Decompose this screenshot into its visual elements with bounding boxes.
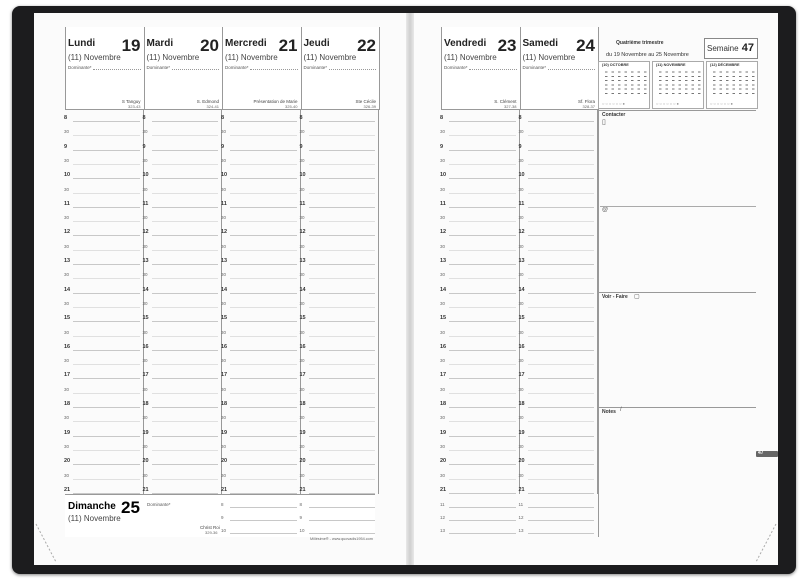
half-hour-mark: 30 <box>299 329 305 335</box>
hour-label: 15 <box>142 315 149 322</box>
day-month: (11) Novembre <box>146 53 200 62</box>
hour-label: 21 <box>440 486 447 493</box>
half-hour-mark: 30 <box>299 272 305 278</box>
half-hour-mark: 30 <box>221 300 227 306</box>
half-hour-mark: 30 <box>440 300 446 306</box>
sunday-hour-label: 8 <box>299 502 303 507</box>
hour-label: 16 <box>440 343 447 350</box>
half-hour-mark: 30 <box>299 300 305 306</box>
hour-label: 11 <box>518 200 525 207</box>
day-number: 23 <box>497 36 517 55</box>
week-range: du 19 Novembre au 25 Novembre <box>606 52 689 58</box>
half-hour-mark: 30 <box>221 157 227 163</box>
hour-label: 19 <box>221 429 228 436</box>
half-hour-mark: 30 <box>518 300 524 306</box>
saint-name: S. Clément <box>494 99 517 104</box>
half-hour-mark: 30 <box>518 272 524 278</box>
sunday-number: 25 <box>121 498 140 517</box>
hour-label: 17 <box>299 372 306 379</box>
hour-label: 14 <box>64 286 71 293</box>
mini-calendar-december: (12) DÉCEMBRE ○○○○○○● <box>706 61 758 109</box>
mini-calendar-title: (11) NOVEMBRE <box>656 63 686 67</box>
checklist-icon: ▢ <box>634 294 640 300</box>
day-name: Jeudi <box>303 38 330 49</box>
hour-label: 17 <box>518 372 525 379</box>
hour-label: 12 <box>64 229 71 236</box>
half-hour-mark: 30 <box>299 443 305 449</box>
hour-label: 20 <box>142 458 149 465</box>
hour-label: 13 <box>142 258 149 264</box>
dominante-label: Dominante* <box>225 65 249 70</box>
day-month: (11) Novembre <box>522 53 576 62</box>
half-hour-mark: 30 <box>64 300 70 306</box>
hour-label: 15 <box>221 315 228 322</box>
hour-label: 13 <box>64 258 71 264</box>
hour-label: 10 <box>518 172 525 179</box>
day-code: 328-37 <box>582 104 595 109</box>
hour-label: 12 <box>221 229 228 236</box>
saint-name: Sf. Flora <box>577 99 595 104</box>
day-name: Samedi <box>522 38 559 49</box>
half-hour-mark: 30 <box>221 329 227 335</box>
email-at-icon: @ <box>602 207 609 213</box>
half-hour-mark: 30 <box>142 243 148 249</box>
hour-label: 15 <box>518 315 525 322</box>
pencil-icon: / <box>620 407 622 413</box>
half-hour-mark: 30 <box>518 129 524 135</box>
hour-label: 14 <box>142 286 149 293</box>
half-hour-mark: 30 <box>64 129 70 135</box>
hour-label: 10 <box>64 172 71 179</box>
half-hour-mark: 30 <box>142 358 148 364</box>
day-code: 326-39 <box>363 104 376 109</box>
day-month: (11) Novembre <box>444 53 497 62</box>
half-hour-mark: 30 <box>142 472 148 478</box>
hour-label: 18 <box>518 401 525 407</box>
half-hour-mark: 30 <box>221 272 227 278</box>
hour-label: 9 <box>518 143 522 150</box>
hour-label: 14 <box>440 286 447 293</box>
day-number: 22 <box>357 36 376 55</box>
day-number: 20 <box>200 36 219 55</box>
sunday-hour-label: 11 <box>518 502 524 507</box>
day-name: Mercredi <box>225 38 267 49</box>
hour-label: 15 <box>64 315 71 322</box>
day-month: (11) Novembre <box>225 53 278 62</box>
hour-label: 14 <box>518 286 525 293</box>
hour-label: 11 <box>221 200 227 207</box>
dominante-label: Dominante* <box>146 65 171 70</box>
half-hour-mark: 30 <box>518 386 524 392</box>
sunday-hour-label: 12 <box>518 515 524 520</box>
hour-label: 13 <box>221 258 228 264</box>
hour-label: 10 <box>142 172 149 179</box>
half-hour-mark: 30 <box>299 386 305 392</box>
half-hour-mark: 30 <box>440 186 446 192</box>
hour-label: 21 <box>142 486 149 493</box>
hour-label: 9 <box>440 143 444 150</box>
hour-label: 9 <box>64 143 68 150</box>
half-hour-mark: 30 <box>299 215 305 221</box>
hour-label: 9 <box>142 143 146 150</box>
half-hour-mark: 30 <box>221 186 227 192</box>
hour-label: 14 <box>299 286 306 293</box>
half-hour-mark: 30 <box>518 157 524 163</box>
half-hour-mark: 30 <box>518 472 524 478</box>
hour-label: 11 <box>142 200 149 207</box>
footer-text: Millésime® - www.quovadis1954.com <box>310 537 373 541</box>
hour-label: 11 <box>440 200 446 207</box>
sunday-month: (11) Novembre <box>68 514 121 523</box>
half-hour-mark: 30 <box>518 443 524 449</box>
half-hour-mark: 30 <box>299 358 305 364</box>
saint-name: Ste Cécile <box>355 99 376 104</box>
day-code: 327-38 <box>504 104 517 109</box>
half-hour-mark: 30 <box>299 472 305 478</box>
hour-label: 21 <box>518 486 525 493</box>
half-hour-mark: 30 <box>64 272 70 278</box>
sunday-hour-label: 12 <box>440 515 446 520</box>
half-hour-mark: 30 <box>142 443 148 449</box>
hour-label: 21 <box>299 486 306 493</box>
hour-label: 15 <box>299 315 306 322</box>
hour-label: 12 <box>142 229 149 236</box>
hour-label: 17 <box>440 372 447 379</box>
hour-label: 8 <box>518 115 522 121</box>
half-hour-mark: 30 <box>64 215 70 221</box>
half-hour-mark: 30 <box>221 386 227 392</box>
week-number: 47 <box>741 42 754 54</box>
hour-label: 8 <box>64 115 68 121</box>
half-hour-mark: 30 <box>440 386 446 392</box>
dominante-label: Dominante* <box>68 65 92 70</box>
hour-label: 20 <box>299 458 306 465</box>
half-hour-mark: 30 <box>142 129 148 135</box>
sunday-hour-label: 8 <box>221 502 224 507</box>
mini-calendar-title: (12) DÉCEMBRE <box>710 63 740 67</box>
hour-label: 10 <box>299 172 306 179</box>
day-code: 324-41 <box>206 104 219 109</box>
half-hour-mark: 30 <box>64 443 70 449</box>
half-hour-mark: 30 <box>440 129 446 135</box>
day-month: (11) Novembre <box>303 53 357 62</box>
sunday-hour-label: 9 <box>299 515 303 520</box>
hour-label: 12 <box>299 229 306 236</box>
hour-label: 21 <box>64 486 71 493</box>
day-name: Vendredi <box>444 38 487 49</box>
hour-label: 9 <box>221 143 225 150</box>
hour-label: 21 <box>221 486 228 493</box>
half-hour-mark: 30 <box>299 129 305 135</box>
hour-label: 19 <box>64 429 71 436</box>
hour-label: 13 <box>440 258 447 264</box>
hour-label: 12 <box>440 229 447 236</box>
phone-icon: ▯ <box>602 119 606 126</box>
half-hour-mark: 30 <box>64 243 70 249</box>
dominante-label: Dominante* <box>522 65 547 70</box>
day-number: 24 <box>576 36 595 55</box>
hour-label: 16 <box>64 343 71 350</box>
notes-label: Notes <box>602 409 616 415</box>
sunday-hour-label: 9 <box>221 515 224 520</box>
half-hour-mark: 30 <box>142 300 148 306</box>
hour-label: 13 <box>518 258 525 264</box>
dominante-label: Dominante* <box>444 65 468 70</box>
hour-label: 19 <box>440 429 447 436</box>
sunday-hour-label: 10 <box>221 528 227 533</box>
hour-label: 10 <box>221 172 228 179</box>
week-label: Semaine <box>707 44 739 53</box>
saint-name: Présentation de Marie <box>253 99 298 104</box>
hour-label: 8 <box>440 115 444 121</box>
hour-label: 15 <box>440 315 447 322</box>
half-hour-mark: 30 <box>518 243 524 249</box>
half-hour-mark: 30 <box>142 215 148 221</box>
half-hour-mark: 30 <box>221 472 227 478</box>
half-hour-mark: 30 <box>64 415 70 421</box>
hour-label: 16 <box>221 343 228 350</box>
half-hour-mark: 30 <box>64 157 70 163</box>
mini-calendar-november: (11) NOVEMBRE ○○○○○○● <box>652 61 704 109</box>
half-hour-mark: 30 <box>64 358 70 364</box>
hour-label: 17 <box>64 372 71 379</box>
sunday-dominante: Dominante* <box>147 502 171 507</box>
half-hour-mark: 30 <box>518 329 524 335</box>
half-hour-mark: 30 <box>142 415 148 421</box>
hour-label: 20 <box>440 458 447 465</box>
half-hour-mark: 30 <box>440 215 446 221</box>
hour-label: 19 <box>299 429 306 436</box>
day-number: 21 <box>278 36 298 55</box>
day-name: Lundi <box>68 38 96 49</box>
half-hour-mark: 30 <box>142 386 148 392</box>
half-hour-mark: 30 <box>299 186 305 192</box>
half-hour-mark: 30 <box>518 358 524 364</box>
half-hour-mark: 30 <box>440 243 446 249</box>
half-hour-mark: 30 <box>142 157 148 163</box>
hour-label: 16 <box>299 343 306 350</box>
half-hour-mark: 30 <box>221 215 227 221</box>
hour-label: 20 <box>221 458 228 465</box>
half-hour-mark: 30 <box>64 386 70 392</box>
half-hour-mark: 30 <box>64 472 70 478</box>
sunday-hour-label: 11 <box>440 502 445 507</box>
hour-label: 8 <box>299 115 303 121</box>
mini-calendar-october: (10) OCTOBRE ○○○○○○● <box>598 61 650 109</box>
half-hour-mark: 30 <box>518 186 524 192</box>
half-hour-mark: 30 <box>518 415 524 421</box>
hour-label: 18 <box>142 401 149 407</box>
sunday-hour-label: 10 <box>299 528 305 533</box>
half-hour-mark: 30 <box>440 443 446 449</box>
hour-label: 10 <box>440 172 447 179</box>
half-hour-mark: 30 <box>299 415 305 421</box>
hour-label: 12 <box>518 229 525 236</box>
mini-calendar-title: (10) OCTOBRE <box>602 63 629 67</box>
sunday-code: 329-36 <box>205 530 218 535</box>
hour-label: 20 <box>518 458 525 465</box>
sunday-name: Dimanche <box>68 501 116 512</box>
hour-label: 18 <box>299 401 306 407</box>
hour-label: 16 <box>142 343 149 350</box>
half-hour-mark: 30 <box>221 443 227 449</box>
hour-label: 20 <box>64 458 71 465</box>
hour-label: 8 <box>142 115 146 121</box>
hour-label: 17 <box>221 372 228 379</box>
hour-label: 18 <box>64 401 71 407</box>
hour-label: 18 <box>221 401 228 407</box>
day-code: 325-40 <box>285 104 298 109</box>
half-hour-mark: 30 <box>142 329 148 335</box>
hour-label: 13 <box>299 258 306 264</box>
hour-label: 14 <box>221 286 228 293</box>
day-month: (11) Novembre <box>68 53 121 62</box>
quarter-label: Quatrième trimestre <box>616 40 664 46</box>
half-hour-mark: 30 <box>440 415 446 421</box>
half-hour-mark: 30 <box>440 472 446 478</box>
hour-label: 11 <box>64 200 70 207</box>
half-hour-mark: 30 <box>221 415 227 421</box>
hour-label: 19 <box>142 429 149 436</box>
half-hour-mark: 30 <box>64 329 70 335</box>
hour-label: 9 <box>299 143 303 150</box>
hour-label: 11 <box>299 200 306 207</box>
hour-label: 19 <box>518 429 525 436</box>
hour-label: 17 <box>142 372 149 379</box>
saint-name: S Tanguy <box>121 99 141 104</box>
day-code: 323-43 <box>128 104 141 109</box>
week-tab-label: 47 <box>758 450 764 456</box>
half-hour-mark: 30 <box>221 358 227 364</box>
half-hour-mark: 30 <box>221 129 227 135</box>
day-name: Mardi <box>146 38 174 49</box>
half-hour-mark: 30 <box>299 157 305 163</box>
half-hour-mark: 30 <box>142 186 148 192</box>
sunday-hour-label: 13 <box>518 528 524 533</box>
half-hour-mark: 30 <box>221 243 227 249</box>
half-hour-mark: 30 <box>142 272 148 278</box>
sunday-hour-label: 13 <box>440 528 446 533</box>
saint-name: S. Edmond <box>196 99 219 104</box>
sunday-saint: Christ Roi <box>200 525 220 530</box>
half-hour-mark: 30 <box>64 186 70 192</box>
half-hour-mark: 30 <box>299 243 305 249</box>
hour-label: 8 <box>221 115 225 121</box>
half-hour-mark: 30 <box>440 329 446 335</box>
hour-label: 18 <box>440 401 447 407</box>
half-hour-mark: 30 <box>518 215 524 221</box>
dominante-label: Dominante* <box>303 65 328 70</box>
hour-label: 16 <box>518 343 525 350</box>
day-number: 19 <box>121 36 141 55</box>
half-hour-mark: 30 <box>440 272 446 278</box>
half-hour-mark: 30 <box>440 358 446 364</box>
voir-faire-label: Voir - Faire <box>602 294 628 300</box>
contacter-label: Contacter <box>602 112 626 118</box>
half-hour-mark: 30 <box>440 157 446 163</box>
